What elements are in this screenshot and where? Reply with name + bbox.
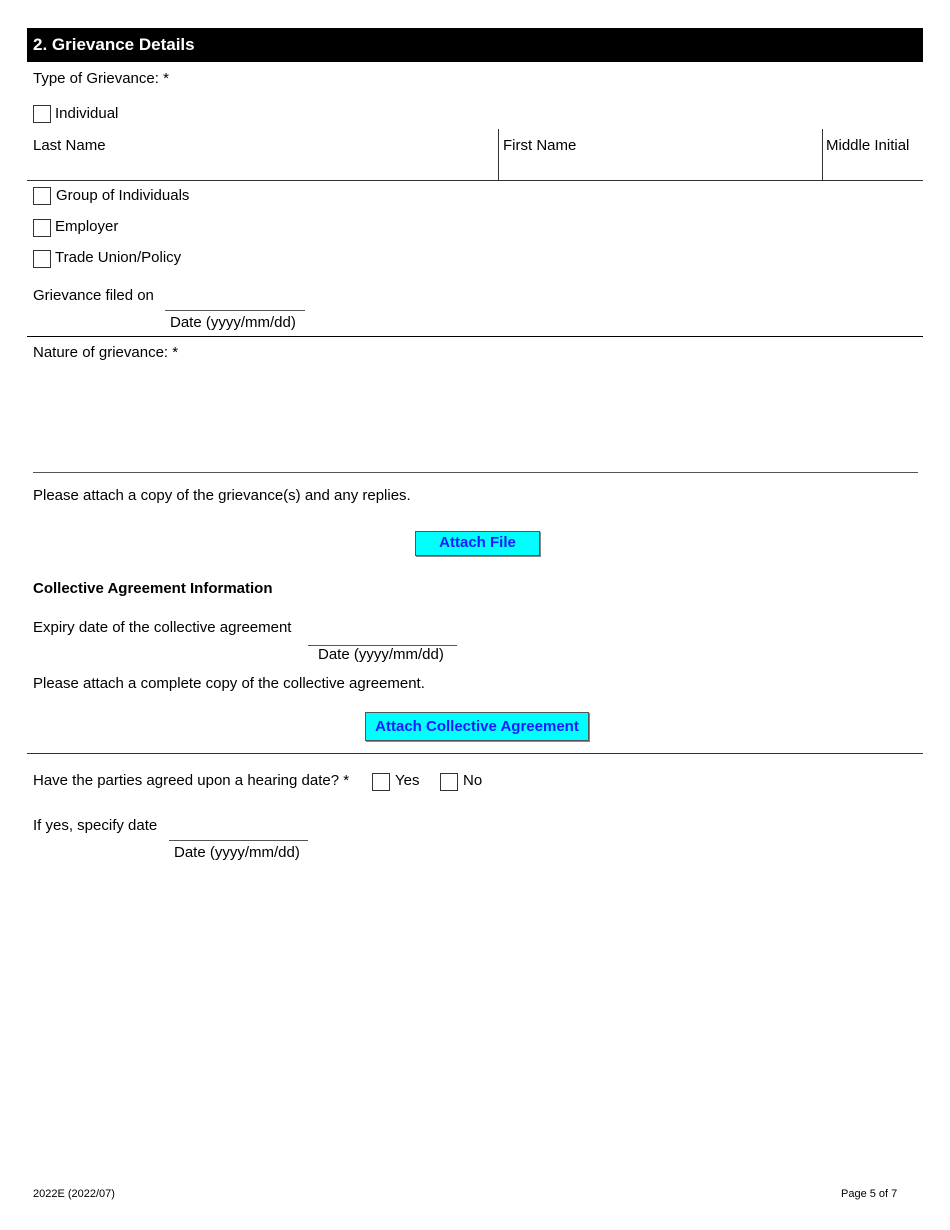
no-label: No [463, 772, 483, 789]
individual-checkbox[interactable] [33, 105, 51, 123]
filed-on-date-input[interactable] [165, 290, 305, 311]
date-hint: Date (yyyy/mm/dd) [318, 646, 444, 663]
union-label: Trade Union/Policy [55, 249, 182, 266]
hearing-no-checkbox[interactable] [440, 773, 458, 791]
filed-on-label: Grievance filed on [33, 287, 154, 304]
group-label: Group of Individuals [56, 187, 190, 204]
attach-note: Please attach a copy of the grievance(s) and any replies. [33, 487, 411, 504]
expiry-date-input[interactable] [308, 625, 457, 646]
nature-textarea[interactable] [33, 364, 918, 473]
hearing-question: Have the parties agreed upon a hearing date? * [33, 772, 350, 789]
yes-label: Yes [395, 772, 420, 789]
middle-initial-label: Middle Initial [826, 137, 910, 154]
first-name-label: First Name [503, 137, 577, 154]
date-hint: Date (yyyy/mm/dd) [174, 844, 300, 861]
ca-heading: Collective Agreement Information [33, 580, 273, 597]
employer-checkbox[interactable] [33, 219, 51, 237]
hearing-yes-checkbox[interactable] [372, 773, 390, 791]
divider [822, 129, 823, 180]
attach-ca-note: Please attach a complete copy of the collective agreement. [33, 675, 425, 692]
union-checkbox[interactable] [33, 250, 51, 268]
type-label: Type of Grievance: * [33, 70, 169, 87]
attach-file-button[interactable]: Attach File [415, 531, 540, 556]
divider [498, 129, 499, 180]
group-checkbox[interactable] [33, 187, 51, 205]
section-title: 2. Grievance Details [33, 35, 195, 54]
last-name-label: Last Name [33, 137, 106, 154]
nature-label: Nature of grievance: * [33, 344, 179, 361]
employer-label: Employer [55, 218, 119, 235]
first-name-input[interactable] [503, 155, 818, 177]
page-number: Page 5 of 7 [841, 1188, 898, 1200]
section-header [27, 28, 923, 62]
last-name-input[interactable] [33, 155, 493, 177]
divider [27, 336, 923, 337]
individual-label: Individual [55, 105, 119, 122]
form-id: 2022E (2022/07) [33, 1188, 115, 1200]
specify-label: If yes, specify date [33, 817, 158, 834]
date-hint: Date (yyyy/mm/dd) [170, 314, 296, 331]
attach-ca-button[interactable]: Attach Collective Agreement [365, 712, 589, 741]
divider [27, 753, 923, 754]
expiry-label: Expiry date of the collective agreement [33, 619, 292, 636]
hearing-date-input[interactable] [169, 820, 308, 841]
divider [27, 180, 923, 181]
middle-initial-input[interactable] [826, 155, 920, 177]
